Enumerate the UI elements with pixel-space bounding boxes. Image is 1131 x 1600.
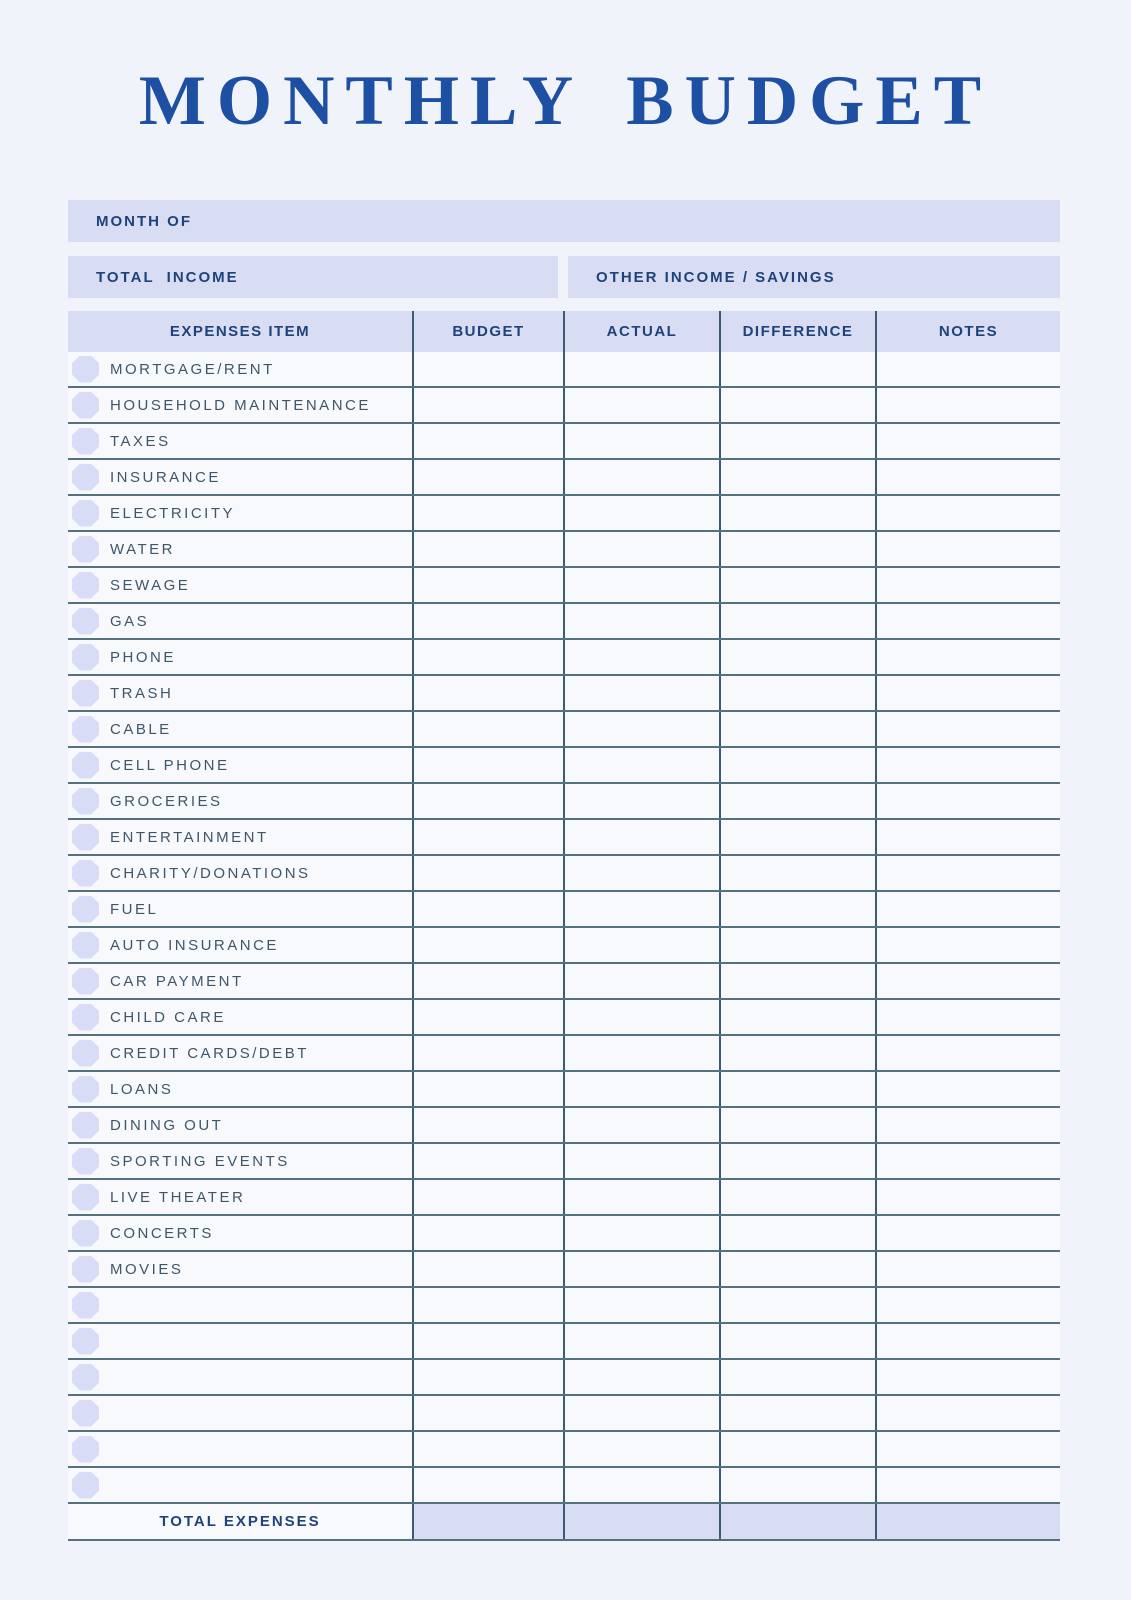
difference-cell[interactable]	[719, 388, 875, 422]
notes-cell[interactable]	[875, 1252, 1060, 1286]
expense-row	[68, 892, 1060, 928]
difference-cell[interactable]	[719, 1108, 875, 1142]
difference-cell[interactable]	[719, 1432, 875, 1466]
difference-cell[interactable]	[719, 1072, 875, 1106]
budget-cell[interactable]	[412, 1216, 563, 1250]
notes-cell[interactable]	[875, 1324, 1060, 1358]
actual-cell[interactable]	[563, 568, 719, 602]
budget-cell[interactable]	[412, 712, 563, 746]
actual-cell[interactable]	[563, 1324, 719, 1358]
expense-row	[68, 748, 1060, 784]
octagon-bullet-icon	[72, 1364, 99, 1391]
expense-item-label: GROCERIES	[110, 792, 223, 810]
difference-cell[interactable]	[719, 352, 875, 386]
expense-item-label: PHONE	[110, 648, 176, 666]
expense-row	[68, 1144, 1060, 1180]
header-cell-notes: NOTES	[875, 311, 1060, 352]
difference-cell[interactable]	[719, 676, 875, 710]
expense-item-cell	[68, 856, 412, 890]
budget-cell[interactable]	[412, 352, 563, 386]
other-income-label: OTHER INCOME / SAVINGS	[596, 268, 836, 286]
expense-row	[68, 568, 1060, 604]
octagon-bullet-icon	[72, 1436, 99, 1463]
header-cell-actual: ACTUAL	[563, 311, 719, 352]
difference-cell[interactable]	[719, 1288, 875, 1322]
actual-cell[interactable]	[563, 1360, 719, 1394]
actual-cell[interactable]	[563, 712, 719, 746]
difference-cell[interactable]	[719, 964, 875, 998]
expense-item-label: ENTERTAINMENT	[110, 828, 269, 846]
actual-cell[interactable]	[563, 1396, 719, 1430]
difference-cell[interactable]	[719, 784, 875, 818]
difference-cell[interactable]	[719, 856, 875, 890]
notes-cell[interactable]	[875, 568, 1060, 602]
difference-cell[interactable]	[719, 1324, 875, 1358]
difference-cell[interactable]	[719, 568, 875, 602]
budget-cell[interactable]	[412, 784, 563, 818]
budget-cell[interactable]	[412, 856, 563, 890]
notes-cell[interactable]	[875, 1036, 1060, 1070]
budget-cell[interactable]	[412, 928, 563, 962]
actual-cell[interactable]	[563, 1072, 719, 1106]
notes-cell[interactable]	[875, 784, 1060, 818]
expense-item-label: CONCERTS	[110, 1224, 214, 1242]
octagon-bullet-icon	[72, 500, 99, 527]
notes-cell[interactable]	[875, 424, 1060, 458]
budget-cell[interactable]	[412, 640, 563, 674]
actual-cell[interactable]	[563, 928, 719, 962]
expense-row	[68, 964, 1060, 1000]
octagon-bullet-icon	[72, 1220, 99, 1247]
octagon-bullet-icon	[72, 572, 99, 599]
expense-row-empty	[68, 1468, 1060, 1504]
octagon-bullet-icon	[72, 1148, 99, 1175]
total-income-field[interactable]	[68, 256, 558, 298]
actual-cell[interactable]	[563, 1108, 719, 1142]
expense-row	[68, 424, 1060, 460]
expense-row	[68, 928, 1060, 964]
actual-cell[interactable]	[563, 424, 719, 458]
budget-cell[interactable]	[412, 820, 563, 854]
expense-row	[68, 388, 1060, 424]
expense-row	[68, 856, 1060, 892]
expense-row	[68, 352, 1060, 388]
expense-item-cell	[68, 1396, 412, 1430]
octagon-bullet-icon	[72, 644, 99, 671]
expense-item-label: CABLE	[110, 720, 172, 738]
octagon-bullet-icon	[72, 1112, 99, 1139]
budget-cell[interactable]	[412, 1036, 563, 1070]
expense-item-cell	[68, 1144, 412, 1178]
header-cell-budget: BUDGET	[412, 311, 563, 352]
octagon-bullet-icon	[72, 356, 99, 383]
actual-cell[interactable]	[563, 1432, 719, 1466]
expense-item-label: CELL PHONE	[110, 756, 230, 774]
expense-item-cell	[68, 1468, 412, 1502]
difference-cell[interactable]	[719, 1396, 875, 1430]
expense-item-label: AUTO INSURANCE	[110, 936, 279, 954]
octagon-bullet-icon	[72, 860, 99, 887]
expense-item-label: MOVIES	[110, 1260, 184, 1278]
actual-cell[interactable]	[563, 1252, 719, 1286]
expense-item-label: GAS	[110, 612, 150, 630]
month-of-label: MONTH OF	[96, 212, 192, 230]
octagon-bullet-icon	[72, 1328, 99, 1355]
difference-cell[interactable]	[719, 712, 875, 746]
notes-cell[interactable]	[875, 892, 1060, 926]
notes-cell[interactable]	[875, 964, 1060, 998]
actual-cell[interactable]	[563, 1216, 719, 1250]
difference-cell[interactable]	[719, 1360, 875, 1394]
budget-cell[interactable]	[412, 964, 563, 998]
budget-cell[interactable]	[412, 532, 563, 566]
expense-item-label: ELECTRICITY	[110, 504, 236, 522]
expense-item-label: LOANS	[110, 1080, 174, 1098]
difference-cell[interactable]	[719, 748, 875, 782]
difference-cell[interactable]	[719, 1216, 875, 1250]
expense-item-cell	[68, 1252, 412, 1286]
octagon-bullet-icon	[72, 1400, 99, 1427]
expense-item-cell	[68, 748, 412, 782]
actual-cell[interactable]	[563, 892, 719, 926]
expense-row	[68, 712, 1060, 748]
expense-item-cell	[68, 460, 412, 494]
actual-cell[interactable]	[563, 784, 719, 818]
octagon-bullet-icon	[72, 1040, 99, 1067]
expense-row	[68, 1072, 1060, 1108]
notes-cell[interactable]	[875, 388, 1060, 422]
notes-cell[interactable]	[875, 1360, 1060, 1394]
difference-cell[interactable]	[719, 928, 875, 962]
budget-cell[interactable]	[412, 1396, 563, 1430]
actual-cell[interactable]	[563, 352, 719, 386]
difference-cell[interactable]	[719, 820, 875, 854]
budget-cell[interactable]	[412, 460, 563, 494]
budget-cell[interactable]	[412, 1288, 563, 1322]
budget-cell[interactable]	[412, 568, 563, 602]
notes-cell[interactable]	[875, 1216, 1060, 1250]
octagon-bullet-icon	[72, 896, 99, 923]
budget-cell[interactable]	[412, 1000, 563, 1034]
expense-row	[68, 784, 1060, 820]
budget-cell[interactable]	[412, 676, 563, 710]
expense-row-empty	[68, 1432, 1060, 1468]
budget-cell[interactable]	[412, 424, 563, 458]
table-header-row	[68, 311, 1060, 352]
expense-item-cell	[68, 604, 412, 638]
notes-cell[interactable]	[875, 1072, 1060, 1106]
expense-row	[68, 676, 1060, 712]
total-actual-cell[interactable]	[563, 1504, 719, 1539]
expense-row	[68, 496, 1060, 532]
octagon-bullet-icon	[72, 932, 99, 959]
octagon-bullet-icon	[72, 968, 99, 995]
actual-cell[interactable]	[563, 964, 719, 998]
octagon-bullet-icon	[72, 536, 99, 563]
expense-row-empty	[68, 1288, 1060, 1324]
expenses-table	[68, 311, 1060, 1541]
notes-cell[interactable]	[875, 928, 1060, 962]
expense-row	[68, 1036, 1060, 1072]
header-cell-difference: DIFFERENCE	[719, 311, 875, 352]
octagon-bullet-icon	[72, 464, 99, 491]
difference-cell[interactable]	[719, 460, 875, 494]
actual-cell[interactable]	[563, 604, 719, 638]
page-content	[68, 200, 1060, 1541]
budget-cell[interactable]	[412, 1468, 563, 1502]
difference-cell[interactable]	[719, 1000, 875, 1034]
notes-cell[interactable]	[875, 1432, 1060, 1466]
month-of-field[interactable]	[68, 200, 1060, 242]
expense-item-label: TAXES	[110, 432, 171, 450]
notes-cell[interactable]	[875, 532, 1060, 566]
expense-item-label: CHARITY/DONATIONS	[110, 864, 311, 882]
notes-cell[interactable]	[875, 640, 1060, 674]
expense-item-cell	[68, 1216, 412, 1250]
difference-cell[interactable]	[719, 1144, 875, 1178]
actual-cell[interactable]	[563, 1144, 719, 1178]
notes-cell[interactable]	[875, 856, 1060, 890]
difference-cell[interactable]	[719, 1180, 875, 1214]
difference-cell[interactable]	[719, 496, 875, 530]
expense-item-label: HOUSEHOLD MAINTENANCE	[110, 396, 371, 414]
expense-item-cell	[68, 532, 412, 566]
expense-row-empty	[68, 1324, 1060, 1360]
budget-cell[interactable]	[412, 1108, 563, 1142]
expense-item-label: CAR PAYMENT	[110, 972, 244, 990]
expense-row	[68, 460, 1060, 496]
budget-cell[interactable]	[412, 1180, 563, 1214]
octagon-bullet-icon	[72, 752, 99, 779]
actual-cell[interactable]	[563, 460, 719, 494]
income-row	[68, 256, 1060, 298]
notes-cell[interactable]	[875, 712, 1060, 746]
actual-cell[interactable]	[563, 1180, 719, 1214]
table-body	[68, 352, 1060, 1504]
difference-cell[interactable]	[719, 1252, 875, 1286]
expense-item-cell	[68, 1432, 412, 1466]
notes-cell[interactable]	[875, 496, 1060, 530]
budget-cell[interactable]	[412, 1072, 563, 1106]
octagon-bullet-icon	[72, 788, 99, 815]
expense-item-cell	[68, 784, 412, 818]
octagon-bullet-icon	[72, 716, 99, 743]
budget-cell[interactable]	[412, 604, 563, 638]
actual-cell[interactable]	[563, 1468, 719, 1502]
difference-cell[interactable]	[719, 1036, 875, 1070]
expense-item-cell	[68, 1324, 412, 1358]
actual-cell[interactable]	[563, 1000, 719, 1034]
expense-row	[68, 1180, 1060, 1216]
difference-cell[interactable]	[719, 424, 875, 458]
octagon-bullet-icon	[72, 392, 99, 419]
expense-item-cell	[68, 496, 412, 530]
expense-row	[68, 1108, 1060, 1144]
actual-cell[interactable]	[563, 820, 719, 854]
expense-item-cell	[68, 712, 412, 746]
income-gap	[558, 256, 568, 298]
expense-item-cell	[68, 1072, 412, 1106]
difference-cell[interactable]	[719, 892, 875, 926]
expense-item-cell	[68, 928, 412, 962]
difference-cell[interactable]	[719, 604, 875, 638]
expense-item-label: CHILD CARE	[110, 1008, 226, 1026]
total-notes-cell[interactable]	[875, 1504, 1060, 1539]
expense-item-cell	[68, 676, 412, 710]
actual-cell[interactable]	[563, 388, 719, 422]
budget-cell[interactable]	[412, 1252, 563, 1286]
expense-row	[68, 640, 1060, 676]
budget-cell[interactable]	[412, 388, 563, 422]
total-expenses-row	[68, 1504, 1060, 1541]
budget-cell[interactable]	[412, 1324, 563, 1358]
notes-cell[interactable]	[875, 1180, 1060, 1214]
octagon-bullet-icon	[72, 1004, 99, 1031]
expense-row	[68, 532, 1060, 568]
octagon-bullet-icon	[72, 428, 99, 455]
notes-cell[interactable]	[875, 460, 1060, 494]
octagon-bullet-icon	[72, 824, 99, 851]
expense-row	[68, 604, 1060, 640]
notes-cell[interactable]	[875, 1144, 1060, 1178]
expense-item-label: LIVE THEATER	[110, 1188, 246, 1206]
expense-item-cell	[68, 568, 412, 602]
expense-item-cell	[68, 964, 412, 998]
budget-cell[interactable]	[412, 1360, 563, 1394]
octagon-bullet-icon	[72, 680, 99, 707]
actual-cell[interactable]	[563, 856, 719, 890]
octagon-bullet-icon	[72, 608, 99, 635]
expense-item-cell	[68, 1360, 412, 1394]
expense-item-cell	[68, 1180, 412, 1214]
expense-item-cell	[68, 640, 412, 674]
actual-cell[interactable]	[563, 640, 719, 674]
expense-item-cell	[68, 1036, 412, 1070]
notes-cell[interactable]	[875, 820, 1060, 854]
expense-item-label: MORTGAGE/RENT	[110, 360, 275, 378]
other-income-field[interactable]	[568, 256, 1060, 298]
actual-cell[interactable]	[563, 1288, 719, 1322]
expense-item-label: INSURANCE	[110, 468, 221, 486]
actual-cell[interactable]	[563, 496, 719, 530]
expense-item-label: SEWAGE	[110, 576, 191, 594]
notes-cell[interactable]	[875, 748, 1060, 782]
notes-cell[interactable]	[875, 1468, 1060, 1502]
expense-item-label: DINING OUT	[110, 1116, 224, 1134]
expense-item-cell	[68, 388, 412, 422]
actual-cell[interactable]	[563, 1036, 719, 1070]
total-expenses-label-cell	[68, 1504, 412, 1539]
notes-cell[interactable]	[875, 676, 1060, 710]
total-difference-cell[interactable]	[719, 1504, 875, 1539]
budget-cell[interactable]	[412, 1432, 563, 1466]
expense-item-cell	[68, 892, 412, 926]
total-expenses-label: TOTAL EXPENSES	[159, 1513, 321, 1530]
octagon-bullet-icon	[72, 1472, 99, 1499]
expense-item-label: TRASH	[110, 684, 174, 702]
expense-row	[68, 1252, 1060, 1288]
octagon-bullet-icon	[72, 1256, 99, 1283]
octagon-bullet-icon	[72, 1184, 99, 1211]
actual-cell[interactable]	[563, 748, 719, 782]
expense-item-cell	[68, 352, 412, 386]
budget-cell[interactable]	[412, 496, 563, 530]
expense-item-cell	[68, 1000, 412, 1034]
notes-cell[interactable]	[875, 604, 1060, 638]
difference-cell[interactable]	[719, 640, 875, 674]
expense-item-label: WATER	[110, 540, 175, 558]
expense-item-cell	[68, 820, 412, 854]
expense-row-empty	[68, 1396, 1060, 1432]
total-income-label: TOTAL INCOME	[96, 268, 239, 286]
expense-item-cell	[68, 424, 412, 458]
octagon-bullet-icon	[72, 1292, 99, 1319]
octagon-bullet-icon	[72, 1076, 99, 1103]
notes-cell[interactable]	[875, 1288, 1060, 1322]
notes-cell[interactable]	[875, 1000, 1060, 1034]
expense-item-label: CREDIT CARDS/DEBT	[110, 1044, 309, 1062]
expense-item-label: SPORTING EVENTS	[110, 1152, 290, 1170]
expense-item-label: FUEL	[110, 900, 159, 918]
total-budget-cell[interactable]	[412, 1504, 563, 1539]
actual-cell[interactable]	[563, 676, 719, 710]
expense-row-empty	[68, 1360, 1060, 1396]
expense-item-cell	[68, 1108, 412, 1142]
expense-row	[68, 820, 1060, 856]
notes-cell[interactable]	[875, 1396, 1060, 1430]
notes-cell[interactable]	[875, 1108, 1060, 1142]
header-cell-expenses-item: EXPENSES ITEM	[169, 323, 311, 340]
expense-item-cell	[68, 1288, 412, 1322]
budget-cell[interactable]	[412, 1144, 563, 1178]
page-title: MONTHLY BUDGET	[138, 62, 993, 140]
difference-cell[interactable]	[719, 532, 875, 566]
budget-cell[interactable]	[412, 748, 563, 782]
budget-cell[interactable]	[412, 892, 563, 926]
actual-cell[interactable]	[563, 532, 719, 566]
difference-cell[interactable]	[719, 1468, 875, 1502]
expense-row	[68, 1000, 1060, 1036]
expense-row	[68, 1216, 1060, 1252]
notes-cell[interactable]	[875, 352, 1060, 386]
